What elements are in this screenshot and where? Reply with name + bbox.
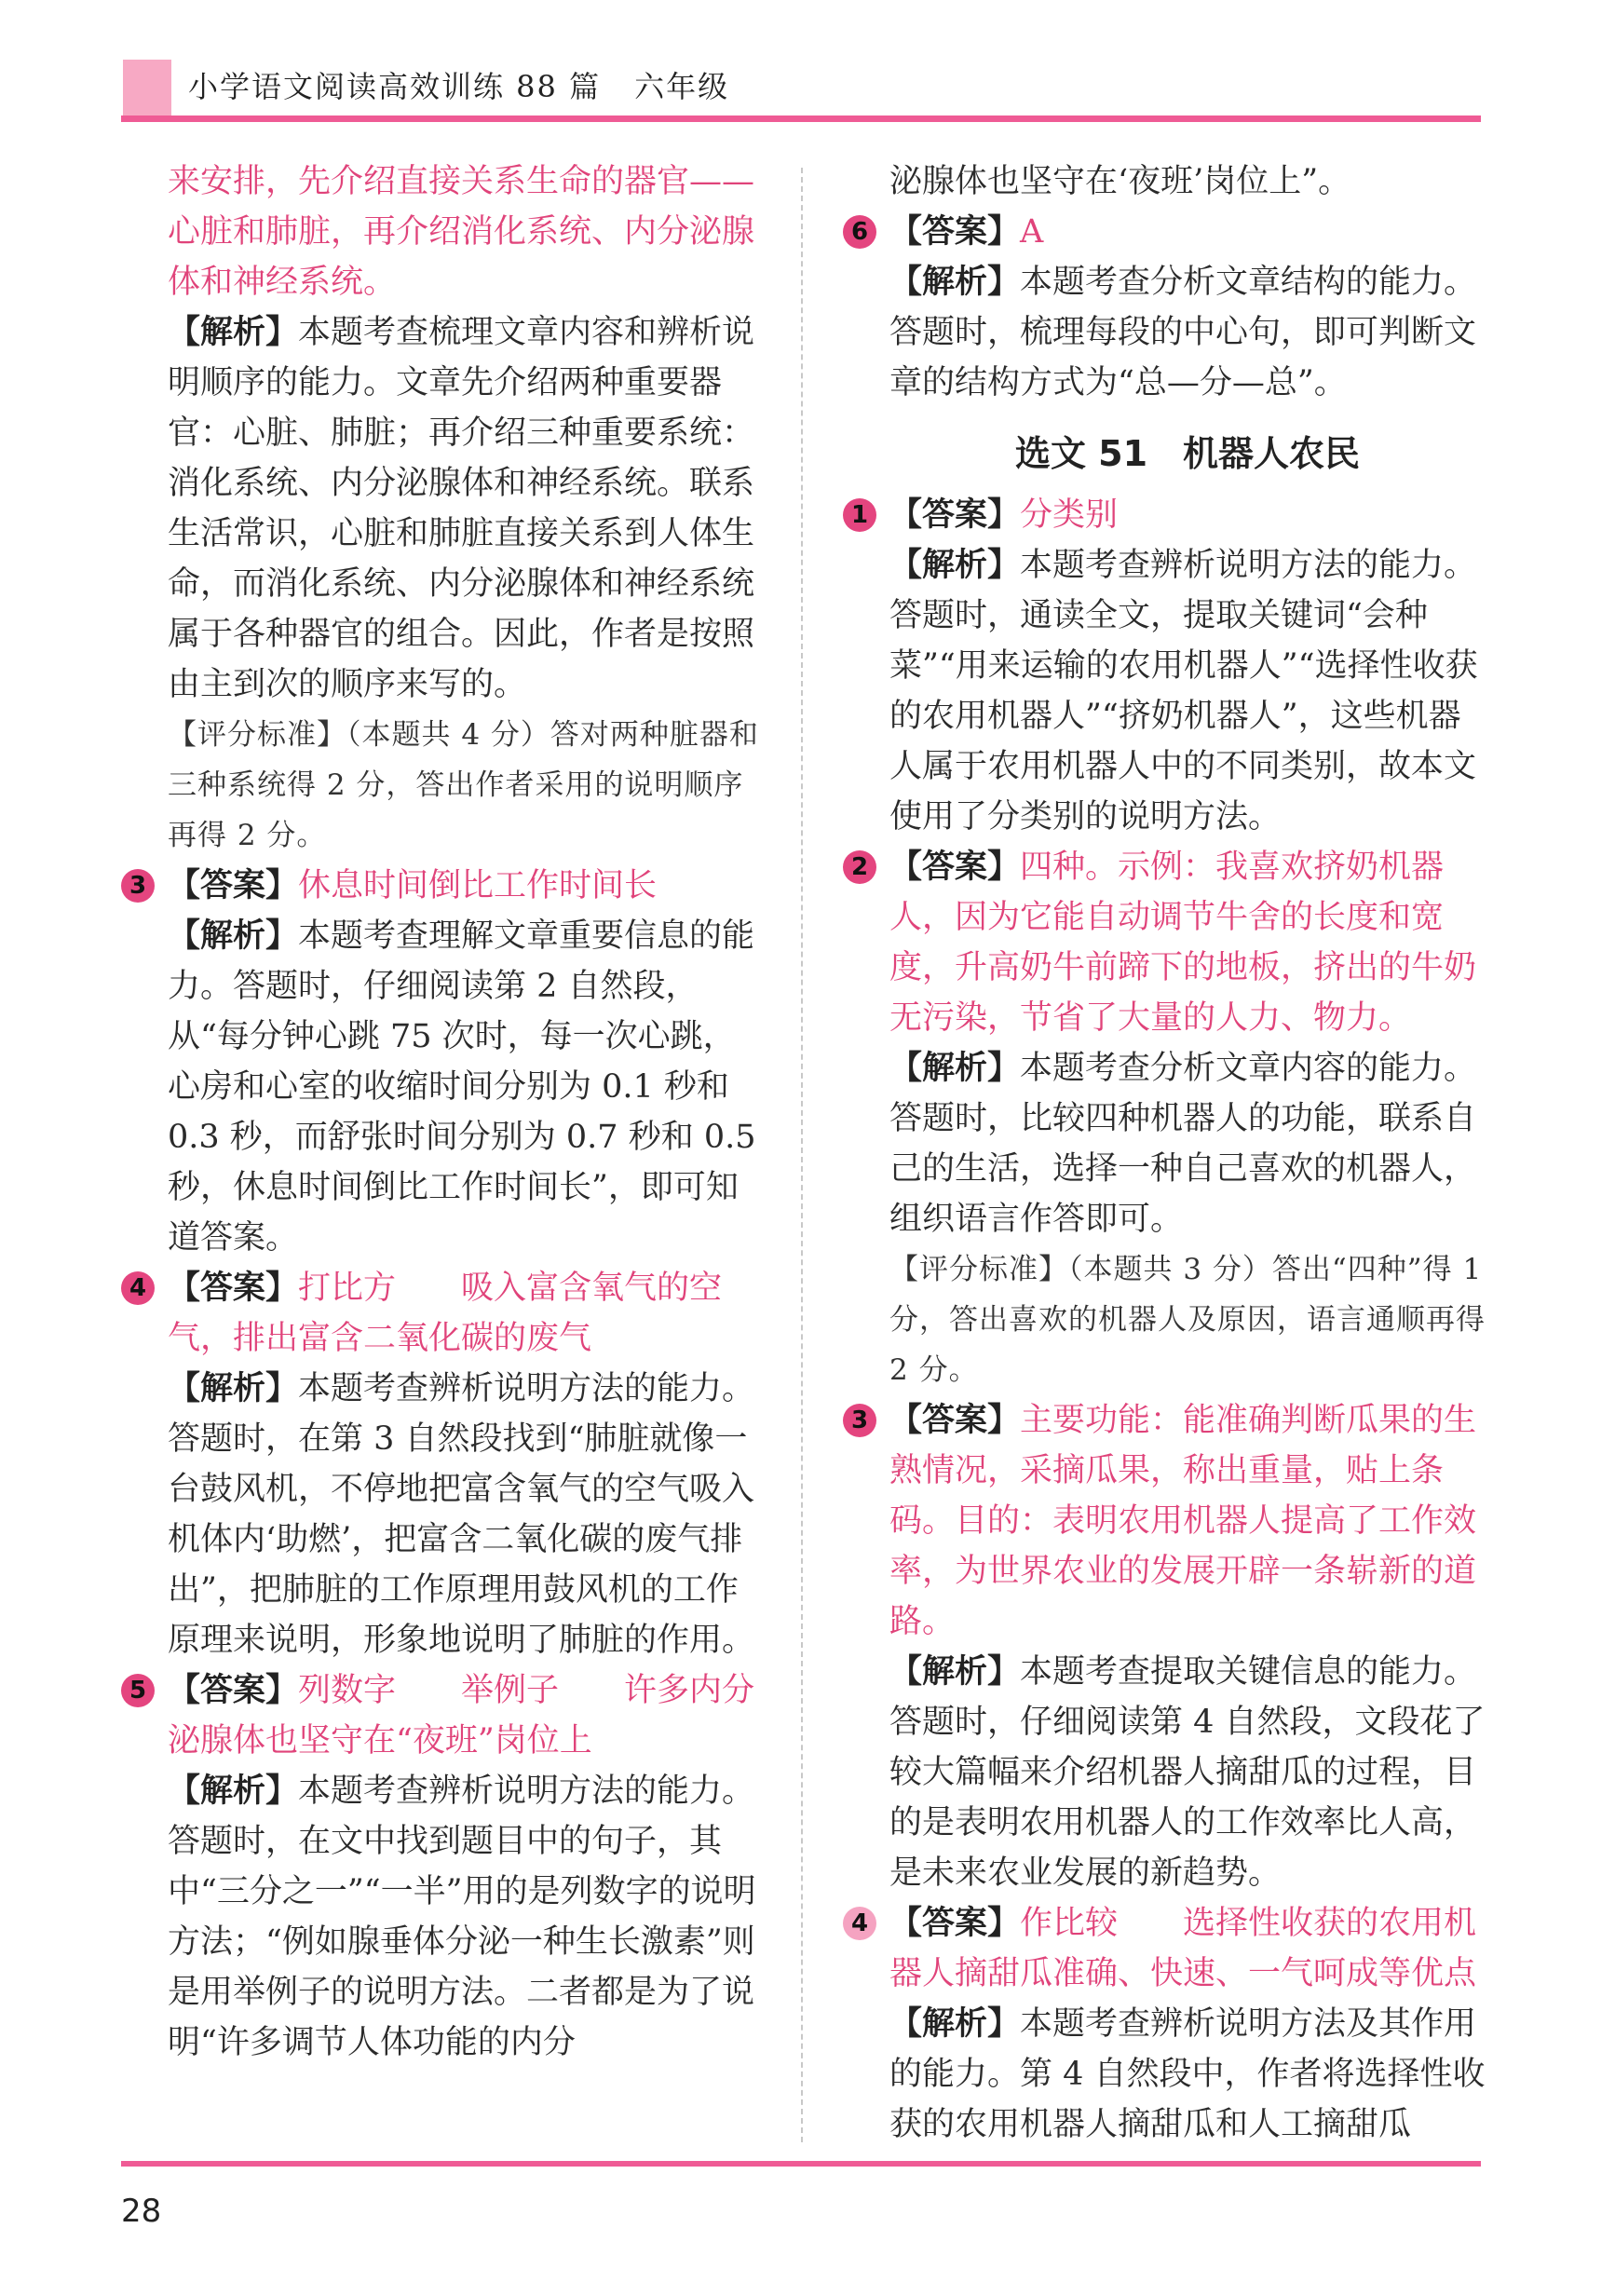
question-number-badge: 1: [843, 498, 876, 532]
answer-text: 主要功能：能准确判断瓜果的生熟情况，采摘瓜果，称出重量，贴上条码。目的：表明农用机器人提高了工作效率，为世界农业的发展开辟一条崭新的道路。: [889, 1402, 1477, 1640]
s51-question-2-scoring: [889, 1244, 1486, 1395]
answer-label: 【答案】: [168, 866, 299, 904]
analysis-label: 【解析】: [889, 1652, 1021, 1691]
analysis-label: 【解析】: [889, 2004, 1021, 2043]
analysis-text: 本题考查提取关键信息的能力。答题时，仔细阅读第 4 自然段，文段花了较大篇幅来介绍机器人摘甜瓜的过程，目的是表明农用机器人的工作效率比人高，是未来农业发展的新趋势。: [889, 1653, 1486, 1892]
grade-label: 六年级: [634, 69, 730, 104]
section-title: 选文 51 机器人农民: [1014, 433, 1361, 474]
s51-question-4-answer: [850, 1898, 1486, 1999]
left-column: [129, 156, 764, 2068]
question-number-badge: 3: [121, 869, 155, 903]
answer-text: 作比较 选择性收获的农用机器人摘甜瓜准确、快速、一气呵成等优点: [889, 1905, 1477, 1992]
question-3-analysis: [168, 911, 764, 1263]
header-rule: [121, 115, 1481, 122]
analysis-label: 【解析】: [889, 263, 1021, 301]
question-number-badge: 3: [843, 1404, 876, 1437]
page-number: 28: [121, 2193, 162, 2230]
score-text: （本题共 3 分）答出“四种”得 1 分，答出喜欢的机器人及原因，语言通顺再得 2 分。: [889, 1253, 1486, 1387]
book-title: [188, 63, 729, 106]
analysis-text: 本题考查辨析说明方法的能力。答题时，通读全文，提取关键词“会种菜”“用来运输的农用机器人”“选择性收获的农用机器人”“挤奶机器人”，这些机器人属于农用机器人中的不同类别，故本文使用了分类别的说明方法。: [889, 547, 1478, 836]
question-6-answer: [850, 207, 1486, 257]
s51-question-3-analysis: [889, 1647, 1486, 1898]
analysis-text: 本题考查辨析说明方法及其作用的能力。第 4 自然段中，作者将选择性收获的农用机器人摘甜瓜和人工摘甜瓜: [889, 2005, 1486, 2143]
s51-question-2-analysis: [889, 1043, 1486, 1244]
question-3-answer: [129, 861, 764, 911]
analysis-text: 本题考查辨析说明方法的能力。答题时，在文中找到题目中的句子，其中“三分之一”“一半”用的是列数字的说明方法；“例如腺垂体分泌一种生长激素”则是用举例子的说明方法。二者都是为了说明“许多调节人体功能的内分: [168, 1773, 756, 2061]
answer-label: 【答案】: [889, 848, 1021, 886]
score-label: 【评分标准】: [168, 718, 346, 752]
question-5-answer: [129, 1665, 764, 1766]
score-text: （本题共 4 分）答对两种脏器和三种系统得 2 分，答出作者采用的说明顺序再得 2 分。: [168, 718, 759, 852]
analysis-label: 【解析】: [889, 546, 1021, 584]
analysis-text: 本题考查辨析说明方法的能力。答题时，在第 3 自然段找到“肺脏就像一台鼓风机，不停地把富含氧气的空气吸入机体内‘助燃’，把富含二氧化碳的废气排出”，把肺脏的工作原理用鼓风机的工作原理来说明，形象地说明了肺脏的作用。: [168, 1370, 755, 1659]
answer-text: 四种。示例：我喜欢挤奶机器人，因为它能自动调节牛舍的长度和宽度，升高奶牛前蹄下的地板，挤出的牛奶无污染，节省了大量的人力、物力。: [889, 849, 1477, 1037]
page-header: [121, 56, 1481, 123]
analysis-text: 本题考查梳理文章内容和辨析说明顺序的能力。文章先介绍两种重要器官：心脏、肺脏；再介绍三种重要系统：消化系统、内分泌腺体和神经系统。联系生活常识，心脏和肺脏直接关系到人体生命，而消化系统、内分泌腺体和神经系统属于各种器官的组合。因此，作者是按照由主到次的顺序来写的。: [168, 314, 755, 703]
analysis-label: 【解析】: [168, 313, 299, 351]
analysis-label: 【解析】: [168, 917, 299, 955]
header-pink-block: [123, 60, 171, 115]
s51-question-1-answer: [850, 490, 1486, 540]
answer-text: A: [1020, 213, 1044, 251]
s51-question-1-analysis: [889, 540, 1486, 842]
s51-question-3-answer: [850, 1395, 1486, 1647]
score-label: 【评分标准】: [889, 1253, 1068, 1286]
question-number-badge: 2: [843, 850, 876, 884]
footer-rule: [121, 2161, 1481, 2167]
answer-label: 【答案】: [889, 1904, 1021, 1942]
continued-analysis: [168, 307, 764, 710]
answer-text: 列数字 举例子 许多内分泌腺体也坚守在“夜班”岗位上: [168, 1672, 755, 1759]
question-4-answer: [129, 1263, 764, 1364]
question-number-badge: 4: [121, 1271, 155, 1305]
question-5-analysis: [168, 1766, 764, 2068]
answer-text: 分类别: [1020, 496, 1119, 534]
analysis-text: 本题考查分析文章结构的能力。答题时，梳理每段的中心句，即可判断文章的结构方式为“总—分—总”。: [889, 264, 1477, 401]
right-column: [850, 156, 1486, 2150]
continued-answer: 来安排，先介绍直接关系生命的器官——心脏和肺脏，再介绍消化系统、内分泌腺体和神经系统。: [168, 163, 755, 301]
answer-label: 【答案】: [889, 1401, 1021, 1439]
analysis-text: 本题考查分析文章内容的能力。答题时，比较四种机器人的功能，联系自己的生活，选择一种自己喜欢的机器人，组织语言作答即可。: [889, 1050, 1477, 1238]
analysis-label: 【解析】: [889, 1049, 1021, 1087]
column-divider: [801, 168, 803, 2142]
question-4-analysis: [168, 1364, 764, 1665]
question-6-analysis: [889, 257, 1486, 408]
answer-text: 打比方 吸入富含氧气的空气，排出富含二氧化碳的废气: [168, 1270, 723, 1357]
answer-text: 休息时间倒比工作时间长: [298, 867, 658, 904]
analysis-text: 本题考查理解文章重要信息的能力。答题时，仔细阅读第 2 自然段，从“每分钟心跳 75 次时，每一次心跳，心房和心室的收缩时间分别为 0.1 秒和 0.3 秒，而舒张时间分别为 0.7 秒和 0.5 秒，休息时间倒比工作时间长”，即可知道答案。: [168, 917, 756, 1257]
s51-question-4-analysis: [889, 1999, 1486, 2150]
book-title-text: 小学语文阅读高效训练 88 篇: [188, 69, 602, 104]
answer-label: 【答案】: [168, 1269, 299, 1307]
answer-label: 【答案】: [889, 212, 1021, 251]
answer-label: 【答案】: [889, 496, 1021, 534]
scoring-criteria: [168, 710, 764, 861]
analysis-label: 【解析】: [168, 1772, 299, 1810]
question-number-badge: 5: [121, 1674, 155, 1707]
continued-analysis-text: 泌腺体也坚守在‘夜班’岗位上”。: [889, 163, 1351, 200]
analysis-label: 【解析】: [168, 1369, 299, 1407]
question-number-badge: 6: [843, 215, 876, 249]
question-number-badge: 4: [843, 1907, 876, 1940]
answer-label: 【答案】: [168, 1671, 299, 1709]
s51-question-2-answer: [850, 842, 1486, 1043]
